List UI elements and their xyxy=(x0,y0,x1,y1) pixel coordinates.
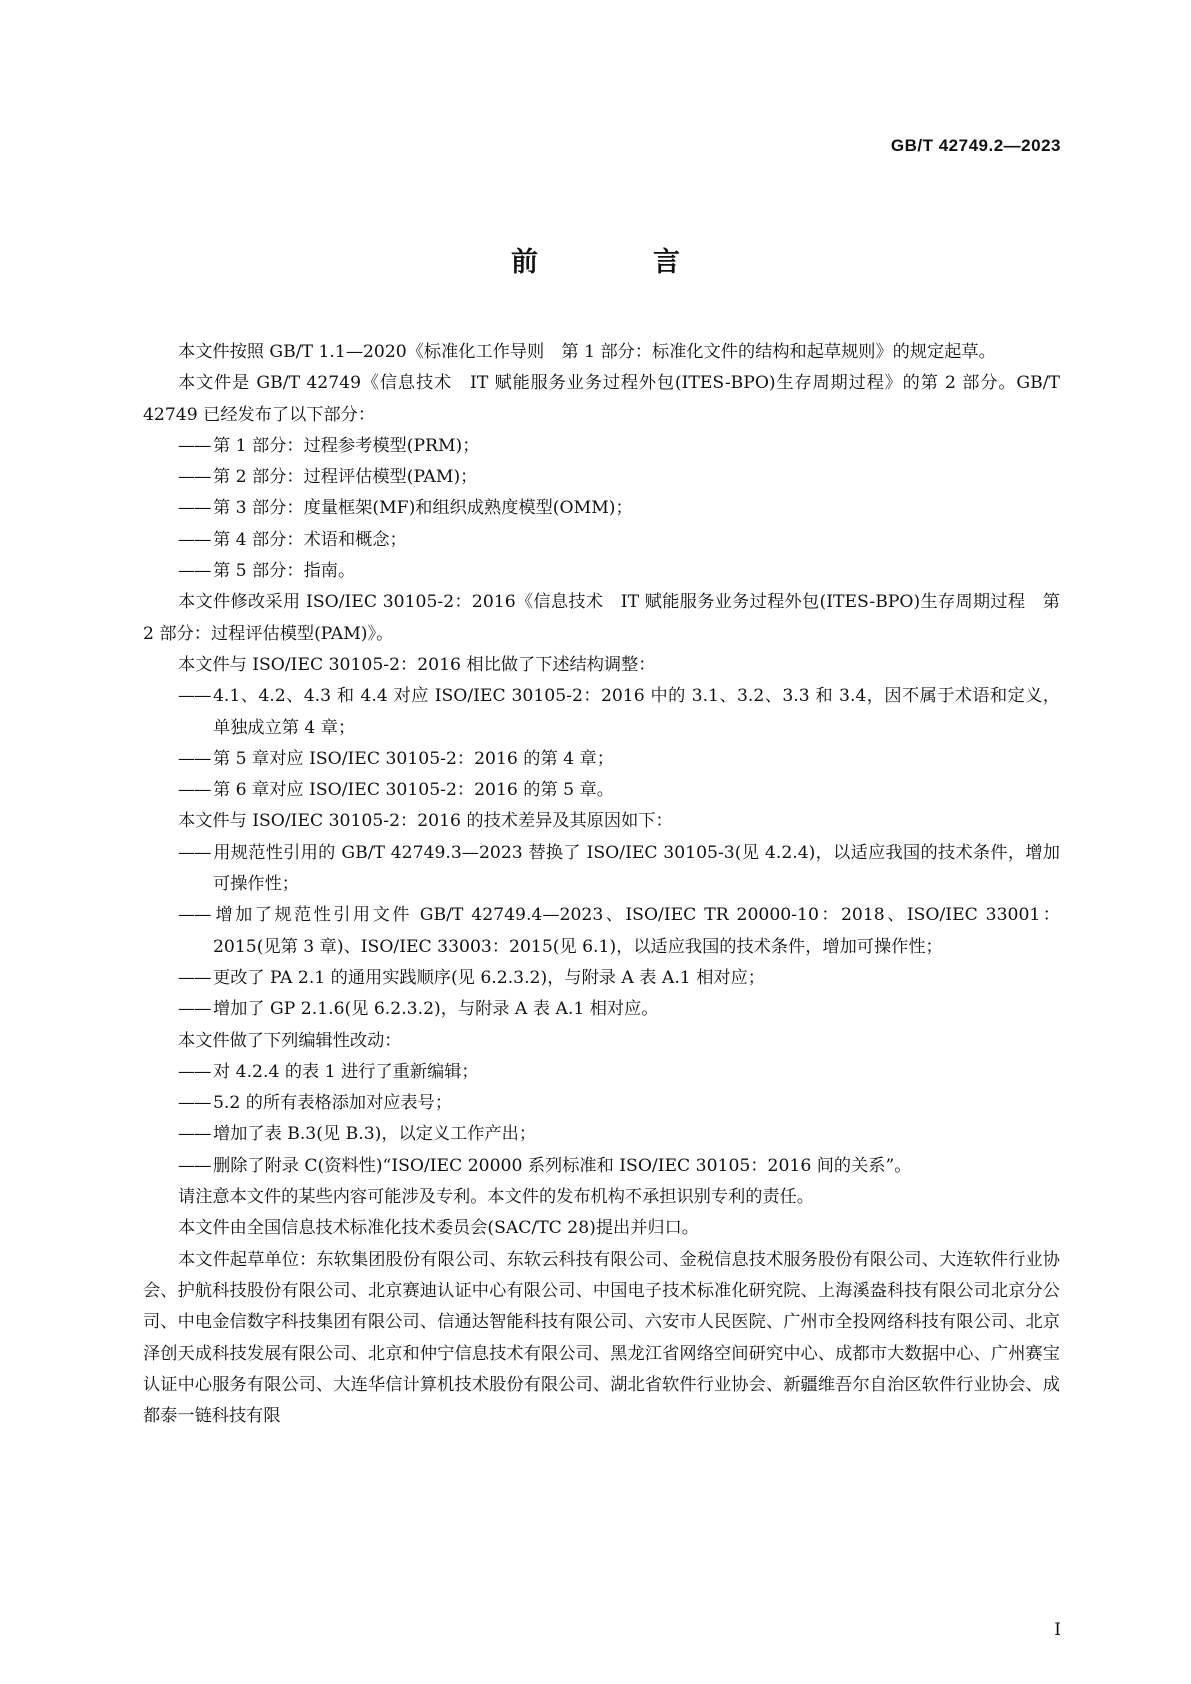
dash-marker: —— xyxy=(178,686,211,707)
dash-list-item xyxy=(143,775,1060,806)
dash-marker: —— xyxy=(178,842,211,863)
dash-marker: —— xyxy=(178,1155,211,1176)
dash-marker: —— xyxy=(178,435,211,456)
dash-list-item xyxy=(143,744,1060,775)
foreword-body xyxy=(143,337,1060,1432)
dash-marker: —— xyxy=(178,1093,211,1114)
paragraph: 本文件由全国信息技术标准化技术委员会(SAC/TC 28)提出并归口。 xyxy=(178,1218,699,1239)
dash-marker: —— xyxy=(178,498,211,519)
paragraph: 本文件修改采用 ISO/IEC 30105-2：2016《信息技术 IT 赋能服务业务过程外包(ITES-BPO)生存周期过程 第 2 部分：过程评估模型(PAM)》。 xyxy=(143,592,1060,644)
paragraph: 本文件与 ISO/IEC 30105-2：2016 的技术差异及其原因如下： xyxy=(178,811,673,832)
paragraph: 请注意本文件的某些内容可能涉及专利。本文件的发布机构不承担识别专利的责任。 xyxy=(178,1187,814,1208)
list-item-text: 第 1 部分：过程参考模型(PRM)； xyxy=(213,435,480,456)
dash-list-item xyxy=(143,1057,1060,1088)
dash-list-item xyxy=(143,462,1060,493)
dash-list-item xyxy=(143,681,1060,744)
dash-list-item xyxy=(143,525,1060,556)
paragraph: 本文件起草单位：东软集团股份有限公司、东软云科技有限公司、金税信息技术服务股份有限公司、大连软件行业协会、护航科技股份有限公司、北京赛迪认证中心有限公司、中国电子技术标准化研究院、上海溪盎科技有限公司北京分公司、中电金信数字科技集团有限公司、信通达智能科技有限公司、六安市人民医院、广州市全投网络科技有限公司、北京泽创天成科技发展有限公司、北京和仲宁信息技术有限公司、黑龙江省网络空间研究中心、成都市大数据中心、广州赛宝认证中心服务有限公司、大连华信计算机技术股份有限公司、湖北省软件行业协会、新疆维吾尔自治区软件行业协会、成都泰一链科技有限 xyxy=(143,1249,1060,1427)
dash-list-item xyxy=(143,556,1060,587)
dash-list-item xyxy=(143,1151,1060,1182)
dash-marker: —— xyxy=(178,999,211,1020)
paragraph: 本文件按照 GB/T 1.1—2020《标准化工作导则 第 1 部分：标准化文件的结构和起草规则》的规定起草。 xyxy=(178,342,996,362)
dash-list-item xyxy=(143,838,1060,901)
dash-list-item xyxy=(143,900,1060,963)
list-item-text: 删除了附录 C(资料性)“ISO/IEC 20000 系列标准和 ISO/IEC 30105：2016 间的关系”。 xyxy=(213,1155,912,1176)
dash-marker: —— xyxy=(178,780,211,801)
dash-marker: —— xyxy=(178,529,211,550)
dash-marker: —— xyxy=(178,1061,211,1082)
dash-list-item xyxy=(143,1088,1060,1119)
paragraph: 本文件是 GB/T 42749《信息技术 IT 赋能服务业务过程外包(ITES-BPO)生存周期过程》的第 2 部分。GB/T 42749 已经发布了以下部分： xyxy=(143,373,1060,425)
dash-list-item xyxy=(143,1119,1060,1150)
dash-marker: —— xyxy=(178,748,211,769)
list-item-text: 第 5 部分：指南。 xyxy=(213,561,356,582)
dash-list-item xyxy=(143,994,1060,1025)
list-item-text: 5.2 的所有表格添加对应表号； xyxy=(213,1093,453,1114)
list-item-text: 第 5 章对应 ISO/IEC 30105-2：2016 的第 4 章； xyxy=(213,748,614,769)
dash-marker: —— xyxy=(178,1124,211,1145)
list-item-text: 第 3 部分：度量框架(MF)和组织成熟度模型(OMM)； xyxy=(213,498,633,519)
paragraph: 本文件与 ISO/IEC 30105-2：2016 相比做了下述结构调整： xyxy=(178,654,656,675)
standard-code: GB/T 42749.2—2023 xyxy=(890,136,1061,155)
list-item-text: 增加了 GP 2.1.6(见 6.2.3.2)，与附录 A 表 A.1 相对应。 xyxy=(213,999,659,1020)
list-item-text: 第 6 章对应 ISO/IEC 30105-2：2016 的第 5 章。 xyxy=(213,780,614,801)
dash-marker: —— xyxy=(178,561,211,582)
dash-marker: —— xyxy=(178,467,211,488)
dash-list-item xyxy=(143,963,1060,994)
list-item-text: 更改了 PA 2.1 的通用实践顺序(见 6.2.3.2)，与附录 A 表 A.1 相对应； xyxy=(213,967,765,988)
paragraph: 本文件做了下列编辑性改动： xyxy=(178,1030,402,1051)
list-item-text: 第 4 部分：术语和概念； xyxy=(213,529,407,550)
page-title: 前 言 xyxy=(511,247,724,278)
list-item-text: 4.1、4.2、4.3 和 4.4 对应 ISO/IEC 30105-2：2016 中的 3.1、3.2、3.3 和 3.4，因不属于术语和定义，单独成立第 4 章； xyxy=(213,686,1060,738)
list-item-text: 用规范性引用的 GB/T 42749.3—2023 替换了 ISO/IEC 30105-3(见 4.2.4)，以适应我国的技术条件，增加可操作性； xyxy=(213,842,1060,895)
dash-marker: —— xyxy=(178,967,211,988)
list-item-text: 第 2 部分：过程评估模型(PAM)； xyxy=(213,467,478,488)
dash-list-item xyxy=(143,493,1060,524)
dash-list-item xyxy=(143,431,1060,462)
dash-marker: —— xyxy=(178,905,211,926)
list-item-text: 增加了规范性引用文件 GB/T 42749.4—2023、ISO/IEC TR 20000-10：2018、ISO/IEC 33001：2015(见第 3 章)、ISO/IEC 33003：2015(见 6.1)，以适应我国的技术条件，增加可操作性； xyxy=(213,905,1060,957)
page-number: I xyxy=(1054,1620,1061,1640)
list-item-text: 增加了表 B.3(见 B.3)，以定义工作产出； xyxy=(213,1124,537,1145)
list-item-text: 对 4.2.4 的表 1 进行了重新编辑； xyxy=(213,1061,479,1082)
